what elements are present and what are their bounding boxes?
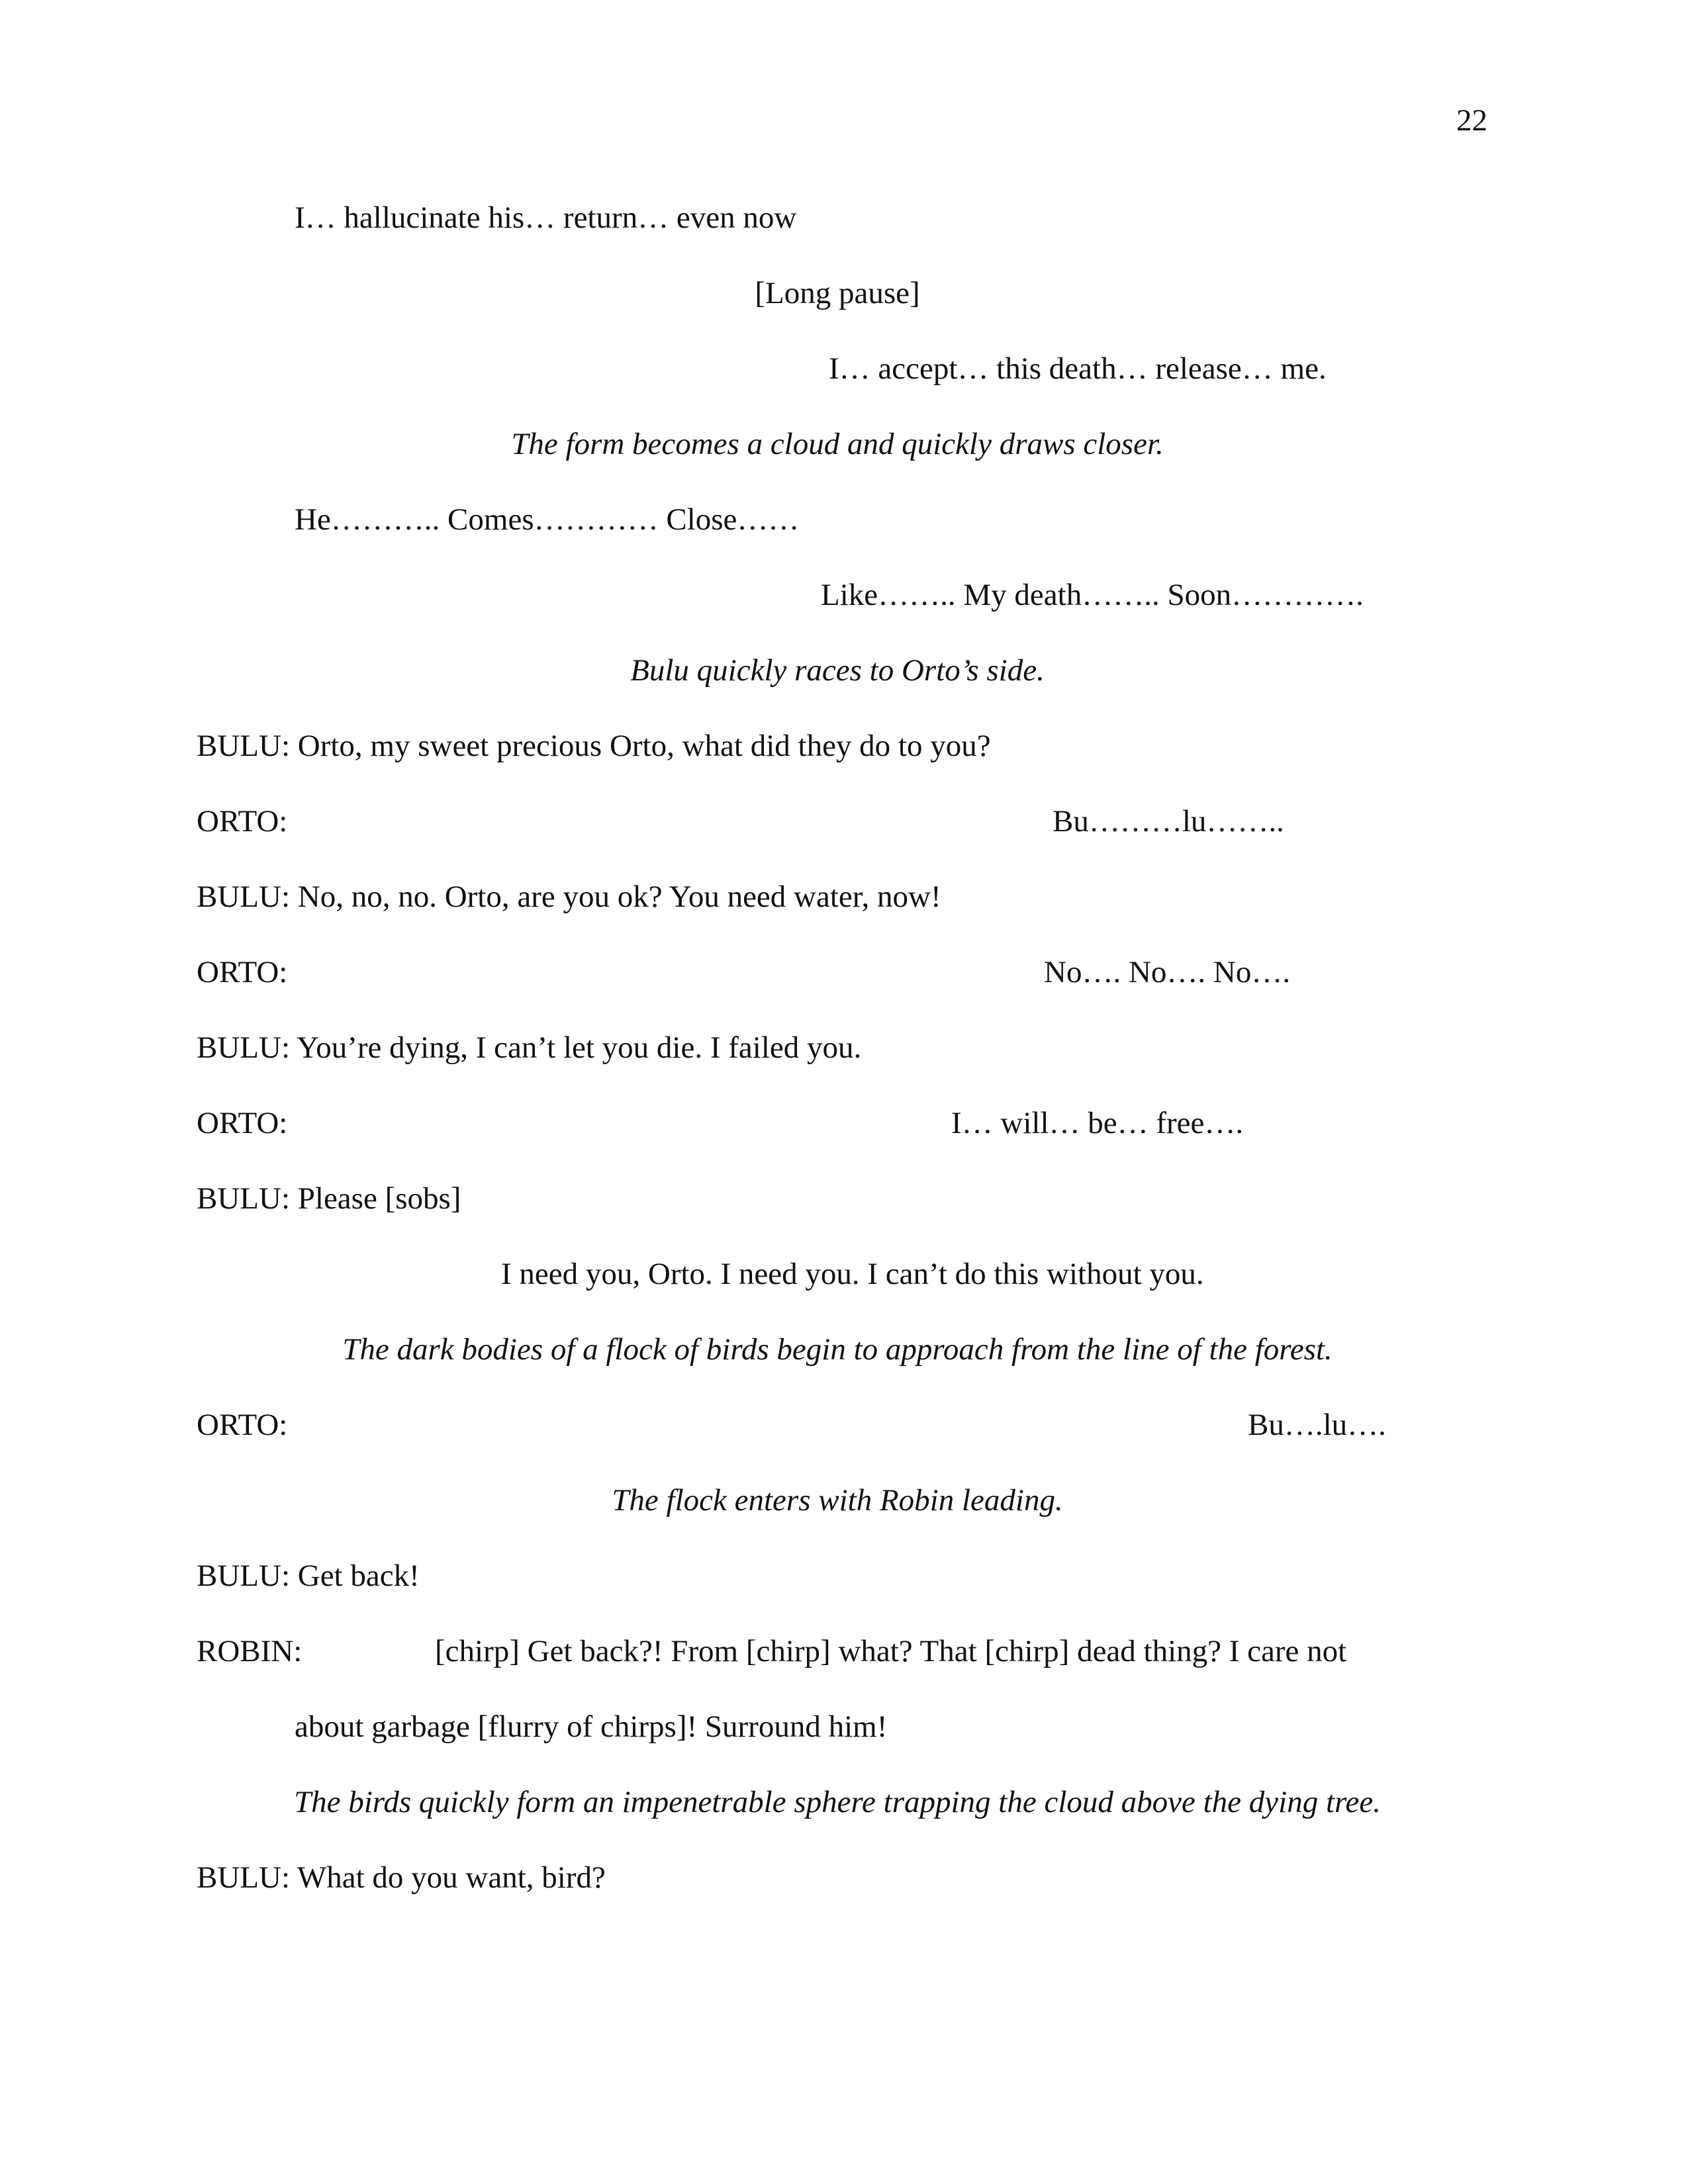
stage-direction: The dark bodies of a flock of birds begin to approach from the line of the forest. bbox=[342, 1332, 1333, 1367]
dialogue-line: Bu….lu…. bbox=[1248, 1408, 1386, 1442]
dialogue-line: I… will… be… free…. bbox=[951, 1106, 1244, 1140]
dialogue-line: He……….. Comes………… Close…… bbox=[295, 502, 800, 537]
stage-direction: Bulu quickly races to Orto’s side. bbox=[630, 653, 1045, 688]
dialogue-line: BULU: Orto, my sweet precious Orto, what did they do to you? bbox=[197, 729, 991, 763]
dialogue-line: BULU: Please [sobs] bbox=[197, 1181, 461, 1216]
dialogue-line: No…. No…. No…. bbox=[1044, 955, 1291, 989]
dialogue-line: I need you, Orto. I need you. I can’t do this without you. bbox=[501, 1257, 1204, 1291]
speaker-label: ORTO: bbox=[197, 1408, 288, 1442]
dialogue-line: I… hallucinate his… return… even now bbox=[295, 201, 797, 235]
speaker-label: ROBIN: bbox=[197, 1634, 303, 1668]
page-number: 22 bbox=[1456, 103, 1487, 138]
stage-direction: The form becomes a cloud and quickly draws closer. bbox=[511, 427, 1164, 461]
dialogue-line: BULU: Get back! bbox=[197, 1559, 420, 1593]
speaker-label: ORTO: bbox=[197, 804, 288, 839]
stage-direction: [Long pause] bbox=[755, 276, 920, 310]
stage-direction: The flock enters with Robin leading. bbox=[612, 1483, 1063, 1518]
speaker-label: ORTO: bbox=[197, 955, 288, 989]
speaker-label: ORTO: bbox=[197, 1106, 288, 1140]
dialogue-line: BULU: No, no, no. Orto, are you ok? You need water, now! bbox=[197, 880, 941, 914]
dialogue-line: Bu………lu…….. bbox=[1053, 804, 1284, 839]
stage-direction: The birds quickly form an impenetrable sphere trapping the cloud above the dying tree. bbox=[293, 1785, 1382, 1819]
dialogue-line: [chirp] Get back?! From [chirp] what? That [chirp] dead thing? I care not bbox=[435, 1634, 1347, 1668]
dialogue-line: I… accept… this death… release… me. bbox=[829, 351, 1327, 386]
dialogue-line: BULU: What do you want, bird? bbox=[197, 1860, 606, 1895]
dialogue-line: Like…….. My death…….. Soon…………. bbox=[821, 578, 1364, 612]
dialogue-line: about garbage [flurry of chirps]! Surround him! bbox=[295, 1709, 888, 1744]
dialogue-line: BULU: You’re dying, I can’t let you die. I failed you. bbox=[197, 1030, 862, 1065]
